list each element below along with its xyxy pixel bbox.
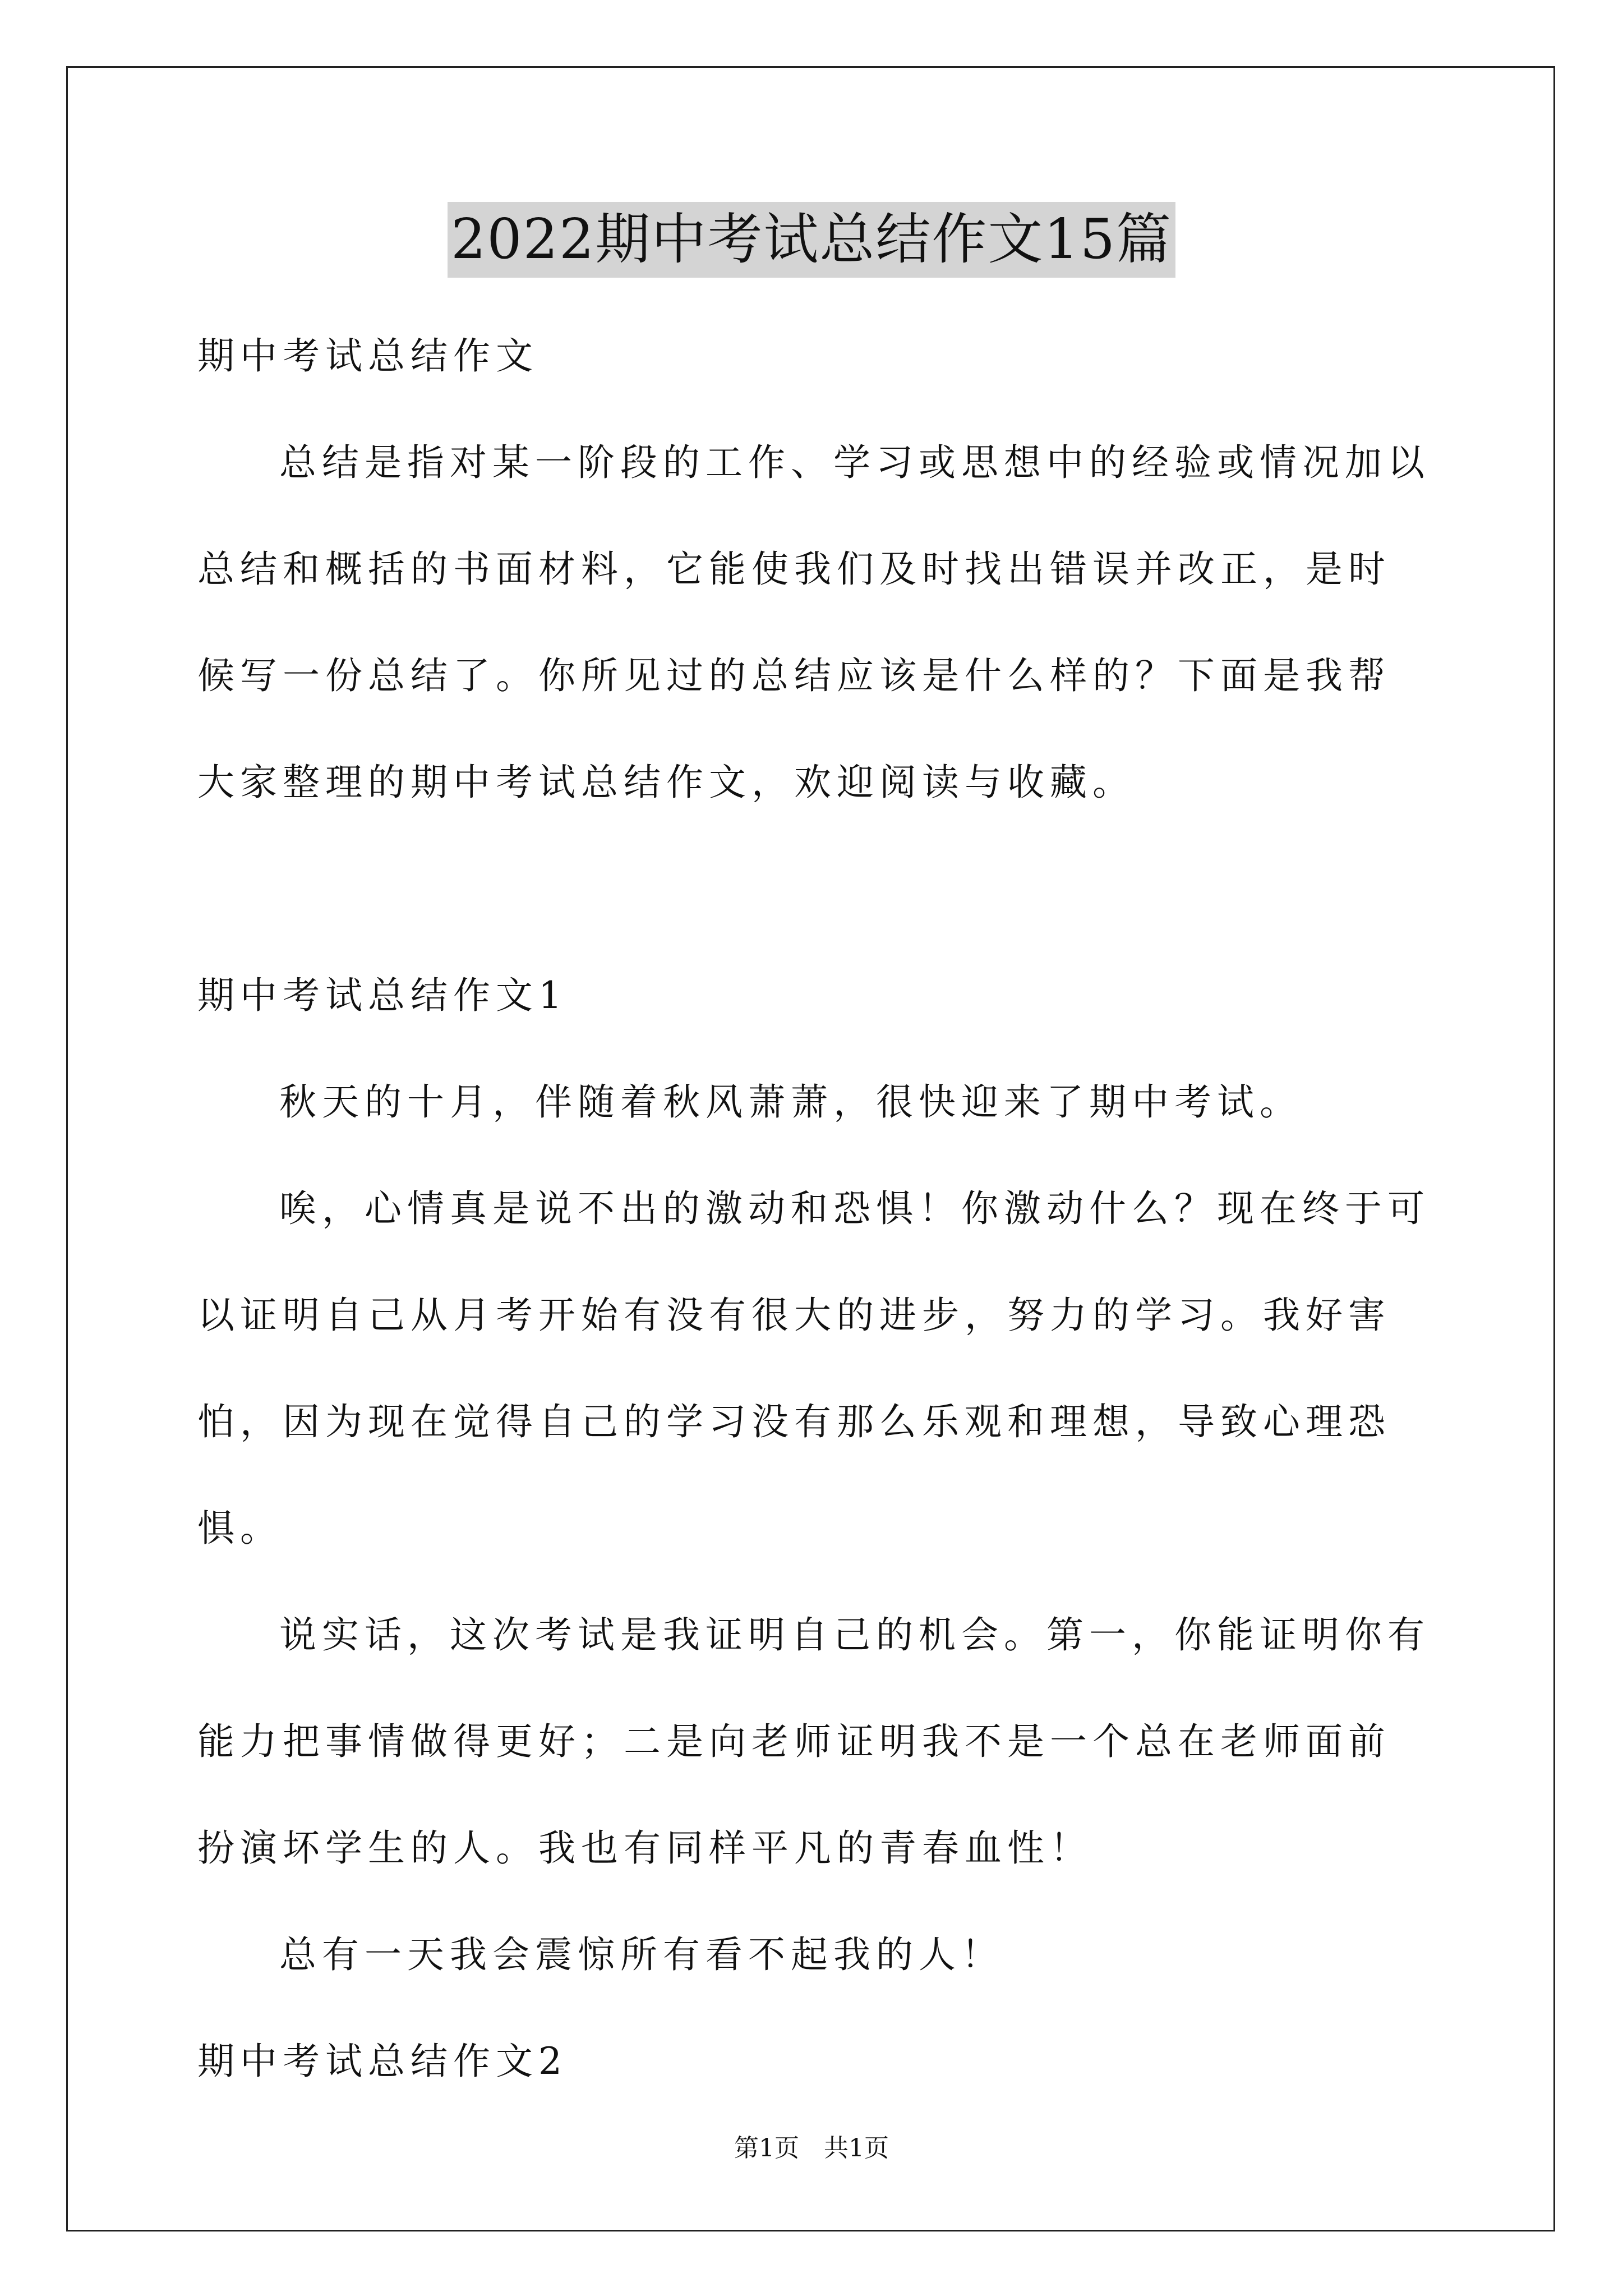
intro-paragraph: 总结是指对某一阶段的工作、学习或思想中的经验或情况加以总结和概括的书面材料，它能使我们及时找出错误并改正，是时候写一份总结了。你所见过的总结应该是什么样的？下面是我帮大家整理的期中考试总结作文，欢迎阅读与收藏。 [197,441,1430,804]
section-heading-2: 期中考试总结作文2 [197,2040,568,2083]
page-total: 共1页 [824,2134,889,2162]
intro-heading: 期中考试总结作文 [197,334,538,378]
page-number: 第1页 [734,2134,799,2162]
document-title: 2022期中考试总结作文15篇 [448,202,1175,278]
section1-paragraph: 说实话，这次考试是我证明自己的机会。第一，你能证明你有能力把事情做得更好；二是向老师证明我不是一个总在老师面前扮演坏学生的人。我也有同样平凡的青春血性！ [197,1613,1430,1870]
section1-paragraph: 秋天的十月，伴随着秋风萧萧，很快迎来了期中考试。 [279,1080,1302,1124]
section1-paragraph: 总有一天我会震惊所有看不起我的人！ [279,1933,1004,1976]
section-gap [197,836,1431,942]
title-container [0,202,1623,278]
section-heading-1: 期中考试总结作文1 [197,974,568,1017]
page-footer [0,2132,1623,2165]
section1-paragraph: 唉，心情真是说不出的激动和恐惧！你激动什么？现在终于可以证明自己从月考开始有没有很大的进步，努力的学习。我好害怕，因为现在觉得自己的学习没有那么乐观和理想，导致心理恐惧。 [197,1187,1430,1550]
document-body [197,303,1431,2115]
